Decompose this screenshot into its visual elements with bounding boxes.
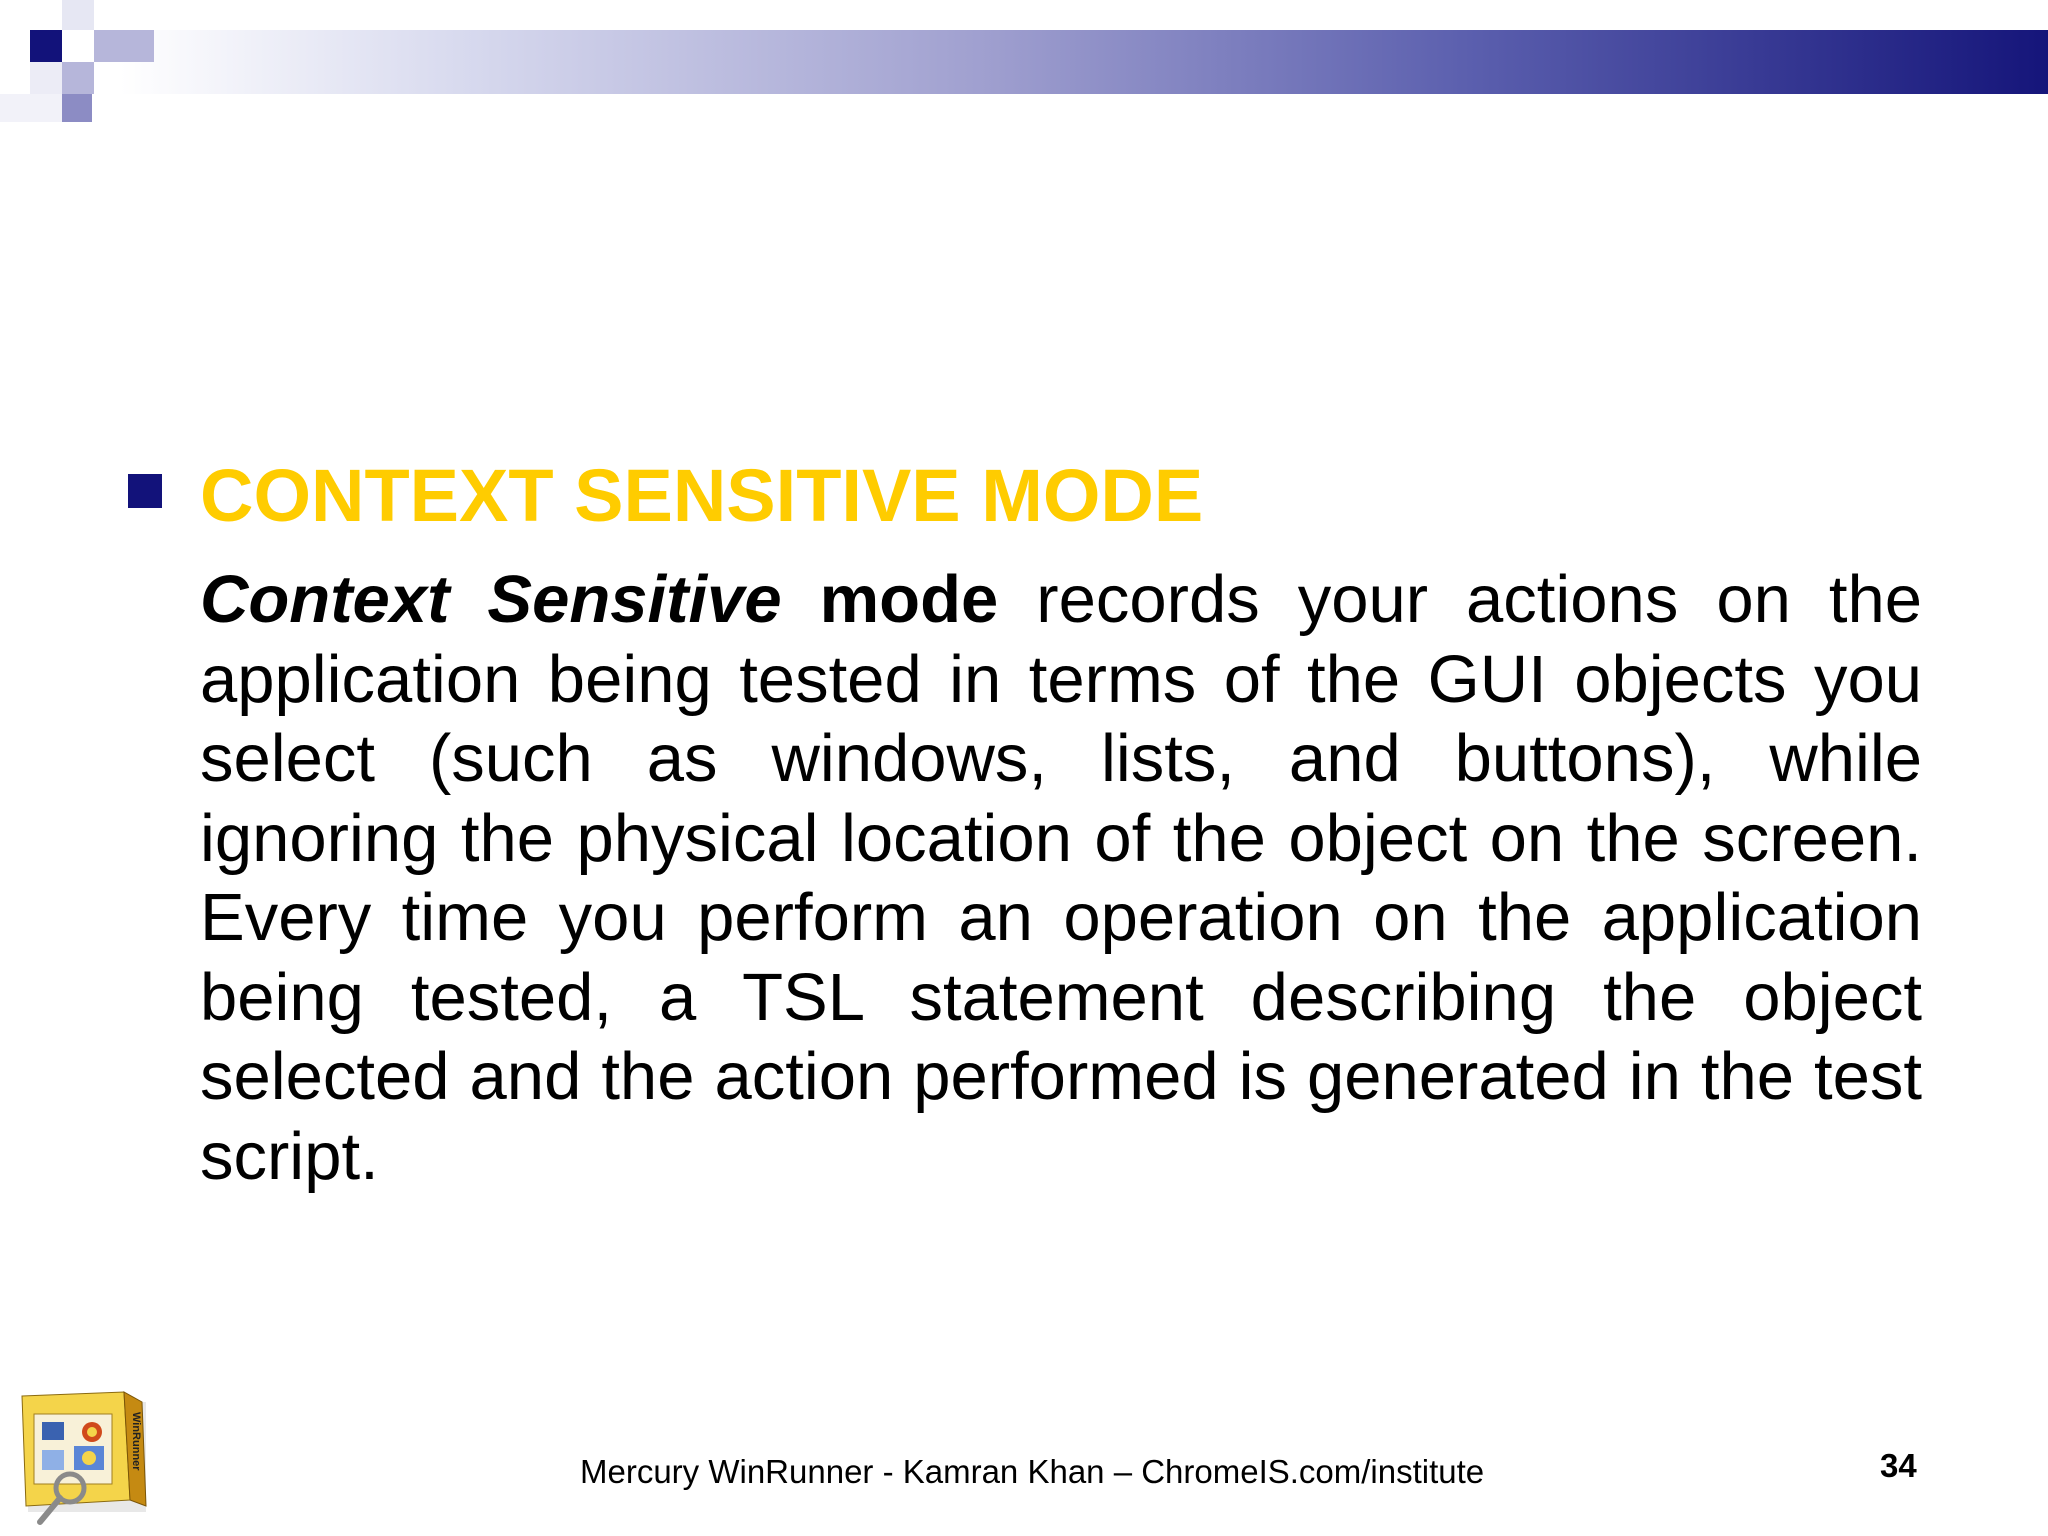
slide-heading: CONTEXT SENSITIVE MODE [200,454,1204,537]
logo-product-name: WinRunner [130,1412,142,1471]
page-number: 34 [1880,1447,1917,1484]
footer-caption: Mercury WinRunner - Kamran Khan – ChromeIS.com/institute [580,1453,1485,1490]
banner-gradient-bar [120,30,2048,94]
body-description: records your actions on the application being tested in terms of the GUI objects you select (such as windows, lists, and buttons), while ignoring the physical location of the object on the screen. Every time you perform an operation on the application being tested, a TSL statement describing the object selected and the action performed is generated in the test script. [200,562,1922,1194]
banner-square [94,30,154,62]
banner-square [30,62,62,94]
body-term-italic: Context Sensitive [200,562,782,637]
banner-square [62,94,92,122]
banner-square [94,0,124,30]
square-bullet-icon [128,474,162,508]
banner-square [62,62,94,94]
winrunner-box-logo [14,1388,154,1528]
body-term-bold: mode [819,562,999,637]
banner-square [30,30,62,62]
slide-body-text [200,560,1922,1196]
banner-square [62,0,94,30]
banner-square [0,94,62,122]
